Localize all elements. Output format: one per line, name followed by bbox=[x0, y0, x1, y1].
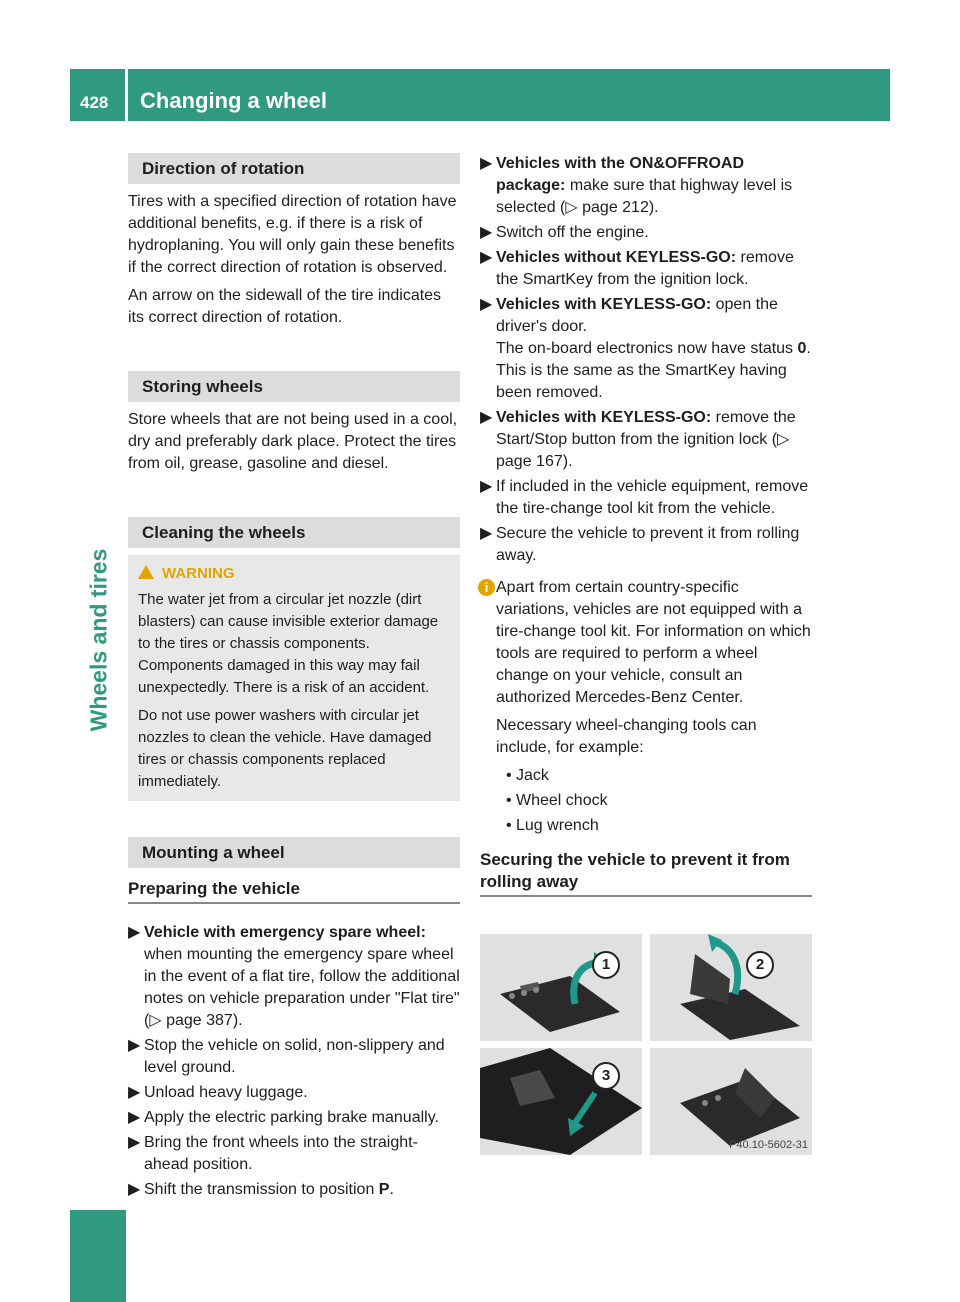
list-item: • Lug wrench bbox=[506, 815, 812, 837]
list-item: • Jack bbox=[506, 765, 812, 787]
info-paragraph-2: Necessary wheel-changing tools can include, for example: bbox=[496, 717, 757, 756]
section-heading-mounting: Mounting a wheel bbox=[128, 837, 460, 868]
section-heading-rotation: Direction of rotation bbox=[128, 153, 460, 184]
warning-paragraph-2: Do not use power washers with circular jet nozzles to clean the vehicle. Have damaged tires or chassis components replaced immediately. bbox=[138, 707, 432, 790]
warning-box bbox=[128, 555, 460, 801]
info-note bbox=[480, 577, 812, 837]
figure-label-1: 1 bbox=[592, 951, 620, 979]
step-item: ▶ If included in the vehicle equipment, remove the tire-change tool kit from the vehicle. bbox=[480, 478, 809, 517]
step-item: ▶ Vehicles with KEYLESS-GO: remove the Start/Stop button from the ignition lock (▷ page 167). bbox=[480, 409, 796, 470]
warning-title: WARNING bbox=[162, 565, 235, 582]
figure-panel-1 bbox=[480, 934, 642, 1041]
step-item: ▶ Switch off the engine. bbox=[480, 224, 649, 241]
section-heading-storing: Storing wheels bbox=[128, 371, 460, 402]
step-item: ▶ Vehicle with emergency spare wheel: when mounting the emergency spare wheel in the event of a flat tire, follow the additional notes on vehicle preparation under "Flat tire" (▷ page 387). bbox=[128, 924, 460, 1029]
chapter-title: Changing a wheel bbox=[140, 88, 328, 113]
preparing-steps bbox=[128, 922, 460, 1201]
info-icon: i bbox=[478, 579, 495, 596]
header-divider bbox=[125, 69, 128, 121]
step-item: ▶ Bring the front wheels into the straight-ahead position. bbox=[128, 1134, 418, 1173]
step-item: ▶ Vehicles with the ON&OFFROAD package: make sure that highway level is selected (▷ page 212). bbox=[480, 155, 793, 216]
figure-panel-2 bbox=[650, 934, 812, 1041]
figure-panel-3 bbox=[480, 1048, 642, 1155]
step-item: ▶ Stop the vehicle on solid, non-slippery and level ground. bbox=[128, 1037, 445, 1076]
right-column bbox=[480, 153, 812, 915]
wheel-chock-figure bbox=[480, 934, 812, 1156]
step-item: ▶ Vehicles with KEYLESS-GO: open the driver's door. The on-board electronics now have status 0. This is the same as the SmartKey having been removed. bbox=[480, 296, 811, 401]
rotation-paragraph-1: Tires with a specified direction of rotation have additional benefits, e.g. if there is a risk of hydroplaning. You will only gain these benefits if the correct direction of rotation is observed. bbox=[128, 193, 457, 276]
tool-list bbox=[496, 765, 812, 837]
step-item: ▶ Vehicles without KEYLESS-GO: remove the SmartKey from the ignition lock. bbox=[480, 249, 794, 288]
subheading-securing: Securing the vehicle to prevent it from rolling away bbox=[480, 849, 812, 897]
figure-panel-4 bbox=[650, 1048, 812, 1155]
side-block bbox=[70, 1210, 126, 1302]
vehicle-steps bbox=[480, 153, 812, 567]
left-column bbox=[128, 153, 460, 1204]
side-tab bbox=[84, 540, 114, 740]
rotation-paragraph-2: An arrow on the sidewall of the tire indicates its correct direction of rotation. bbox=[128, 287, 442, 326]
step-item: ▶ Apply the electric parking brake manually. bbox=[128, 1109, 439, 1126]
step-item: ▶ Secure the vehicle to prevent it from rolling away. bbox=[480, 525, 800, 564]
warning-triangle-icon bbox=[138, 565, 154, 579]
step-item: ▶ Unload heavy luggage. bbox=[128, 1084, 308, 1101]
step-item: ▶ Shift the transmission to position P. bbox=[128, 1181, 394, 1198]
figure-label-2: 2 bbox=[746, 951, 774, 979]
subheading-preparing: Preparing the vehicle bbox=[128, 878, 460, 904]
page-number: 428 bbox=[80, 93, 109, 112]
storing-paragraph: Store wheels that are not being used in a cool, dry and preferably dark place. Protect the tires from oil, grease, gasoline and diesel. bbox=[128, 411, 458, 472]
side-tab-label: Wheels and tires bbox=[85, 548, 112, 732]
warning-paragraph-1: The water jet from a circular jet nozzle (dirt blasters) can cause invisible exterior damage to the tires or chassis components. Components damaged in this way may fail unexpectedly. There is a risk of an accident. bbox=[138, 591, 439, 696]
info-paragraph-1: Apart from certain country-specific variations, vehicles are not equipped with a tire-change tool kit. For information on which tools are required to perform a wheel change on your vehicle, consult an authorized Mercedes-Benz Center. bbox=[496, 579, 811, 706]
section-heading-cleaning: Cleaning the wheels bbox=[128, 517, 460, 548]
figure-code: P40.10-5602-31 bbox=[729, 1139, 808, 1151]
figure-label-3: 3 bbox=[592, 1062, 620, 1090]
list-item: • Wheel chock bbox=[506, 790, 812, 812]
